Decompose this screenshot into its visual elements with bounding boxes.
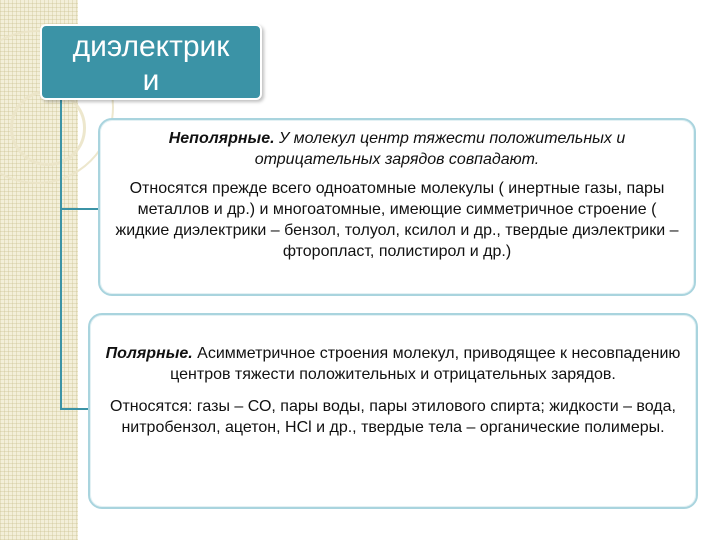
nonpolar-term-suffix: .: [270, 130, 279, 147]
nonpolar-definition: У молекул центр тяжести положительных и отрицательных зарядов совпадают.: [254, 130, 626, 168]
connector-line-nonpolar: [60, 208, 98, 210]
polar-card: [88, 313, 698, 509]
decorative-ring-small: [10, 90, 86, 166]
connector-line-vertical: [60, 100, 62, 410]
connector-line-polar: [60, 408, 90, 410]
polar-definition: Асимметричное строения молекул, приводящее к несовпадению центров тяжести положительных и отрицательных зарядов.: [170, 345, 681, 383]
nonpolar-examples: Относятся прежде всего одноатомные молекулы ( инертные газы, пары металлов и др.) и многоатомные, имеющие симметричное строение ( жидкие диэлектрики – бензол, толуол, ксилол и др., твердые диэлектрики – фторопласт, полистирол и др.): [115, 180, 679, 260]
polar-definition-paragraph: [96, 343, 690, 385]
polar-term: Полярные.: [105, 345, 193, 362]
nonpolar-card: [98, 118, 696, 296]
page-title-line1: диэлектрик: [72, 30, 230, 63]
page-title-box: [40, 24, 262, 100]
nonpolar-definition-paragraph: [114, 128, 680, 170]
page-title-line2: и: [142, 64, 160, 97]
nonpolar-term: Неполярные: [168, 130, 271, 147]
polar-examples: Относятся: газы – СО, пары воды, пары этилового спирта; жидкости – вода, нитробензол, ацетон, НСl и др., твердые тела – органические полимеры.: [110, 398, 676, 436]
